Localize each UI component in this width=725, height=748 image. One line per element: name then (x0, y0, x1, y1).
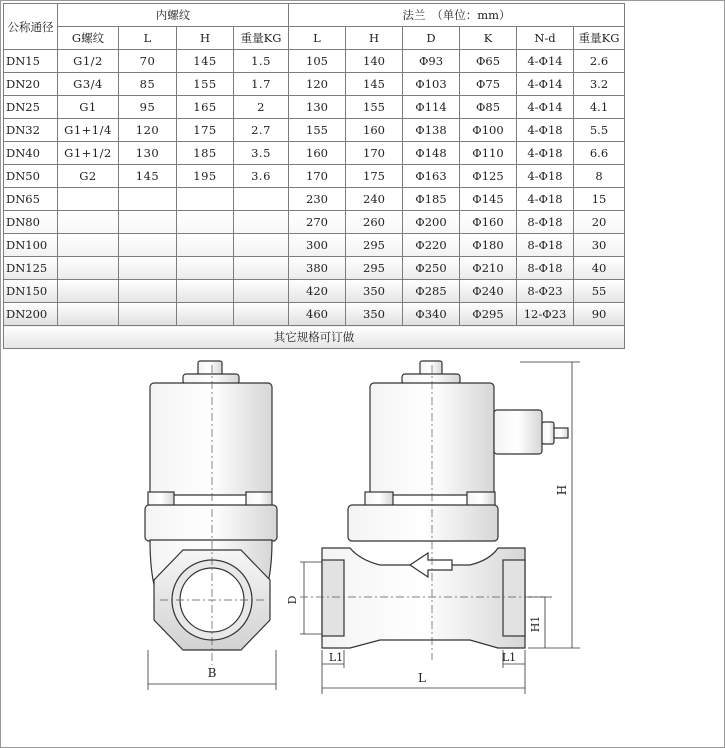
cell-thread-h: 165 (177, 96, 234, 119)
cell-thread-weight: 2.7 (234, 119, 289, 142)
cell-flange-h: 295 (346, 257, 403, 280)
table-header-row (4, 4, 625, 27)
cell-flange-h: 170 (346, 142, 403, 165)
cell-flange-weight: 8 (574, 165, 625, 188)
cell-size: DN20 (4, 73, 58, 96)
cell-flange-h: 295 (346, 234, 403, 257)
front-view (145, 361, 277, 650)
cell-flange-k: Φ295 (460, 303, 517, 326)
cell-thread-l: 95 (119, 96, 177, 119)
table-footnote-row (4, 326, 625, 349)
cell-flange-weight: 2.6 (574, 50, 625, 73)
cell-size: DN150 (4, 280, 58, 303)
cell-flange-weight: 55 (574, 280, 625, 303)
cell-flange-d: Φ103 (403, 73, 460, 96)
cell-thread-weight (234, 234, 289, 257)
cell-flange-weight: 5.5 (574, 119, 625, 142)
cell-flange-k: Φ180 (460, 234, 517, 257)
bolt-right (246, 492, 272, 506)
cell-flange-k: Φ240 (460, 280, 517, 303)
cell-size: DN100 (4, 234, 58, 257)
cell-flange-h: 145 (346, 73, 403, 96)
junction-box (494, 410, 542, 454)
cell-size: DN25 (4, 96, 58, 119)
cell-flange-nd: 8-Φ18 (517, 257, 574, 280)
cell-flange-weight: 30 (574, 234, 625, 257)
table-footnote: 其它规格可订做 (4, 326, 625, 349)
cell-flange-weight: 20 (574, 211, 625, 234)
cell-g-thread (58, 303, 119, 326)
cell-thread-weight (234, 211, 289, 234)
cell-thread-h (177, 257, 234, 280)
label-l: L (418, 671, 426, 685)
cell-thread-h (177, 303, 234, 326)
cell-thread-h (177, 188, 234, 211)
cell-thread-l: 70 (119, 50, 177, 73)
cell-thread-weight: 3.6 (234, 165, 289, 188)
label-l1-left: L1 (328, 651, 344, 664)
cell-flange-k: Φ85 (460, 96, 517, 119)
cell-thread-l (119, 188, 177, 211)
cell-g-thread: G3/4 (58, 73, 119, 96)
cell-g-thread: G1 (58, 96, 119, 119)
cell-flange-nd: 8-Φ18 (517, 234, 574, 257)
connector-pin (554, 428, 568, 438)
cell-thread-h: 195 (177, 165, 234, 188)
cell-size: DN80 (4, 211, 58, 234)
cell-flange-weight: 90 (574, 303, 625, 326)
cell-g-thread: G1/2 (58, 50, 119, 73)
cell-flange-nd: 4-Φ18 (517, 165, 574, 188)
cell-flange-l: 160 (289, 142, 346, 165)
cell-g-thread: G1+1/2 (58, 142, 119, 165)
header-thread-group: 内螺纹 (58, 4, 289, 27)
cell-flange-weight: 4.1 (574, 96, 625, 119)
cell-size: DN125 (4, 257, 58, 280)
cell-thread-l (119, 234, 177, 257)
cell-flange-k: Φ65 (460, 50, 517, 73)
cell-flange-h: 155 (346, 96, 403, 119)
table-row (4, 211, 625, 234)
cell-flange-nd: 4-Φ18 (517, 188, 574, 211)
cell-flange-weight: 6.6 (574, 142, 625, 165)
cell-flange-d: Φ285 (403, 280, 460, 303)
cell-flange-h: 260 (346, 211, 403, 234)
cell-flange-l: 170 (289, 165, 346, 188)
valve-drawings (0, 350, 725, 748)
cell-size: DN40 (4, 142, 58, 165)
subheader-flange-l: L (289, 27, 346, 50)
table-row (4, 73, 625, 96)
cell-thread-l: 145 (119, 165, 177, 188)
side-bolt-right (467, 492, 495, 506)
cell-flange-d: Φ200 (403, 211, 460, 234)
subheader-flange-h: H (346, 27, 403, 50)
cell-size: DN65 (4, 188, 58, 211)
subheader-flange-k: K (460, 27, 517, 50)
cell-thread-weight (234, 280, 289, 303)
table-row (4, 119, 625, 142)
cell-flange-l: 420 (289, 280, 346, 303)
cell-flange-h: 140 (346, 50, 403, 73)
cell-flange-k: Φ145 (460, 188, 517, 211)
cell-size: DN50 (4, 165, 58, 188)
right-thread-port (503, 560, 525, 636)
cell-flange-nd: 4-Φ14 (517, 50, 574, 73)
cell-g-thread (58, 188, 119, 211)
cell-flange-d: Φ93 (403, 50, 460, 73)
side-view (322, 361, 568, 648)
cell-size: DN200 (4, 303, 58, 326)
cell-flange-k: Φ110 (460, 142, 517, 165)
cell-flange-d: Φ340 (403, 303, 460, 326)
cell-thread-h: 155 (177, 73, 234, 96)
cell-flange-l: 380 (289, 257, 346, 280)
cell-flange-l: 270 (289, 211, 346, 234)
cell-thread-weight (234, 257, 289, 280)
cell-thread-h: 175 (177, 119, 234, 142)
subheader-flange-weight: 重量KG (574, 27, 625, 50)
subheader-flange-d: D (403, 27, 460, 50)
cell-flange-d: Φ250 (403, 257, 460, 280)
label-h1: H1 (529, 615, 542, 633)
cell-flange-weight: 40 (574, 257, 625, 280)
cell-thread-weight (234, 303, 289, 326)
table-row (4, 234, 625, 257)
cell-thread-weight (234, 188, 289, 211)
cell-thread-h (177, 280, 234, 303)
cell-flange-weight: 15 (574, 188, 625, 211)
cell-thread-weight: 2 (234, 96, 289, 119)
cell-flange-l: 155 (289, 119, 346, 142)
table-row (4, 280, 625, 303)
cell-thread-weight: 1.5 (234, 50, 289, 73)
cell-flange-l: 130 (289, 96, 346, 119)
cell-flange-k: Φ125 (460, 165, 517, 188)
left-thread-port (322, 560, 344, 636)
side-coil-nut (420, 361, 442, 375)
cell-thread-h: 145 (177, 50, 234, 73)
cell-flange-h: 175 (346, 165, 403, 188)
cell-thread-h (177, 234, 234, 257)
subheader-thread-weight: 重量KG (234, 27, 289, 50)
cell-thread-weight: 3.5 (234, 142, 289, 165)
cell-g-thread (58, 234, 119, 257)
cell-flange-nd: 4-Φ18 (517, 119, 574, 142)
table-row (4, 303, 625, 326)
cell-flange-l: 120 (289, 73, 346, 96)
cell-g-thread (58, 211, 119, 234)
bonnet (145, 505, 277, 541)
cell-flange-k: Φ160 (460, 211, 517, 234)
dimension-h (520, 362, 580, 648)
cell-flange-k: Φ210 (460, 257, 517, 280)
cell-flange-h: 160 (346, 119, 403, 142)
cable-gland (542, 422, 554, 444)
cell-flange-k: Φ75 (460, 73, 517, 96)
subheader-thread-l: L (119, 27, 177, 50)
cell-flange-d: Φ148 (403, 142, 460, 165)
table-row (4, 188, 625, 211)
label-b: B (207, 666, 217, 680)
cell-thread-l: 130 (119, 142, 177, 165)
table-row (4, 50, 625, 73)
cell-flange-l: 230 (289, 188, 346, 211)
bolt-left (148, 492, 174, 506)
cell-flange-h: 350 (346, 303, 403, 326)
label-h: H (555, 484, 569, 496)
cell-thread-l: 120 (119, 119, 177, 142)
subheader-flange-nd: N-d (517, 27, 574, 50)
cell-thread-l: 85 (119, 73, 177, 96)
table-row (4, 165, 625, 188)
cell-flange-nd: 12-Φ23 (517, 303, 574, 326)
cell-flange-nd: 4-Φ14 (517, 73, 574, 96)
spec-table (3, 3, 625, 349)
cell-flange-nd: 8-Φ18 (517, 211, 574, 234)
coil-body (150, 383, 272, 495)
cell-size: DN32 (4, 119, 58, 142)
side-bonnet (348, 505, 498, 541)
cell-g-thread: G2 (58, 165, 119, 188)
cell-flange-l: 300 (289, 234, 346, 257)
header-size: 公称通径 (4, 4, 58, 50)
table-row (4, 257, 625, 280)
table-subheader-row (4, 27, 625, 50)
cell-flange-k: Φ100 (460, 119, 517, 142)
cell-flange-nd: 4-Φ18 (517, 142, 574, 165)
dimension-d (300, 562, 322, 634)
cell-flange-d: Φ138 (403, 119, 460, 142)
subheader-g: G螺纹 (58, 27, 119, 50)
header-flange-group: 法兰 （单位：mm） (289, 4, 625, 27)
cell-g-thread (58, 280, 119, 303)
table-row (4, 96, 625, 119)
cell-thread-h (177, 211, 234, 234)
cell-g-thread: G1+1/4 (58, 119, 119, 142)
subheader-thread-h: H (177, 27, 234, 50)
cell-flange-d: Φ163 (403, 165, 460, 188)
label-d: D (286, 595, 299, 605)
cell-flange-h: 350 (346, 280, 403, 303)
cell-thread-h: 185 (177, 142, 234, 165)
cell-flange-d: Φ114 (403, 96, 460, 119)
cell-flange-h: 240 (346, 188, 403, 211)
cell-flange-nd: 4-Φ14 (517, 96, 574, 119)
cell-flange-d: Φ220 (403, 234, 460, 257)
cell-thread-l (119, 211, 177, 234)
cell-flange-d: Φ185 (403, 188, 460, 211)
side-bolt-left (365, 492, 393, 506)
cell-thread-l (119, 280, 177, 303)
cell-flange-l: 460 (289, 303, 346, 326)
cell-size: DN15 (4, 50, 58, 73)
cell-flange-weight: 3.2 (574, 73, 625, 96)
cell-flange-nd: 8-Φ23 (517, 280, 574, 303)
cell-g-thread (58, 257, 119, 280)
cell-flange-l: 105 (289, 50, 346, 73)
cell-thread-l (119, 303, 177, 326)
cell-thread-l (119, 257, 177, 280)
cell-thread-weight: 1.7 (234, 73, 289, 96)
table-row (4, 142, 625, 165)
label-l1-right: L1 (501, 651, 517, 664)
